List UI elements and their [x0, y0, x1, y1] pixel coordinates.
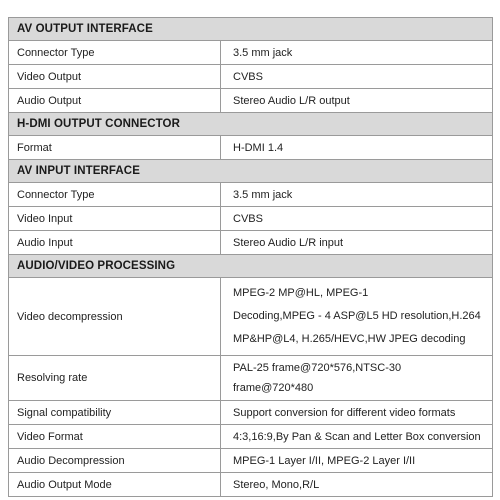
table-row	[8, 425, 493, 449]
table-row	[8, 183, 493, 207]
table-row	[8, 473, 493, 497]
row-label: Signal compatibility	[9, 401, 221, 424]
table-row	[8, 65, 493, 89]
row-label: Resolving rate	[9, 356, 221, 400]
row-value: 4:3,16:9,By Pan & Scan and Letter Box conversion	[233, 430, 481, 443]
table-row	[8, 89, 493, 113]
value-line: MP&HP@L4, H.265/HEVC,HW JPEG decoding	[233, 333, 466, 345]
spec-table	[8, 17, 493, 497]
row-value: CVBS	[233, 212, 263, 225]
row-value: MPEG-1 Layer I/II, MPEG-2 Layer I/II	[233, 454, 416, 467]
value-line: Decoding,MPEG - 4 ASP@L5 HD resolution,H.264	[233, 310, 481, 322]
row-label: Video Input	[9, 207, 221, 230]
section-header: AV OUTPUT INTERFACE	[8, 18, 493, 41]
section-header: AUDIO/VIDEO PROCESSING	[8, 255, 493, 278]
row-label: Connector Type	[9, 41, 221, 64]
table-row	[8, 278, 493, 356]
table-row	[8, 401, 493, 425]
row-label: Connector Type	[9, 183, 221, 206]
row-label: Audio Output	[9, 89, 221, 112]
row-value: Support conversion for different video formats	[233, 406, 456, 419]
row-value: CVBS	[233, 70, 263, 83]
row-value: 3.5 mm jack	[233, 188, 293, 201]
table-row	[8, 136, 493, 160]
row-value: Stereo Audio L/R output	[233, 94, 350, 107]
value-line: MPEG-2 MP@HL, MPEG-1	[233, 287, 369, 299]
row-value	[221, 278, 492, 355]
table-row	[8, 207, 493, 231]
row-label: Video Output	[9, 65, 221, 88]
row-label: Audio Decompression	[9, 449, 221, 472]
row-label: Video Format	[9, 425, 221, 448]
value-line: frame@720*480	[233, 382, 314, 394]
row-value	[221, 356, 492, 400]
row-value: H-DMI 1.4	[233, 141, 284, 154]
row-label: Audio Input	[9, 231, 221, 254]
section-header: AV INPUT INTERFACE	[8, 160, 493, 183]
table-row	[8, 231, 493, 255]
table-row	[8, 41, 493, 65]
section-header: H-DMI OUTPUT CONNECTOR	[8, 113, 493, 136]
row-value: 3.5 mm jack	[233, 46, 293, 59]
row-value: Stereo Audio L/R input	[233, 236, 344, 249]
table-row	[8, 449, 493, 473]
value-line: PAL-25 frame@720*576,NTSC-30	[233, 362, 402, 374]
row-label: Video decompression	[9, 278, 221, 355]
row-label: Format	[9, 136, 221, 159]
table-row	[8, 356, 493, 401]
row-label: Audio Output Mode	[9, 473, 221, 496]
row-value: Stereo, Mono,R/L	[233, 478, 320, 491]
